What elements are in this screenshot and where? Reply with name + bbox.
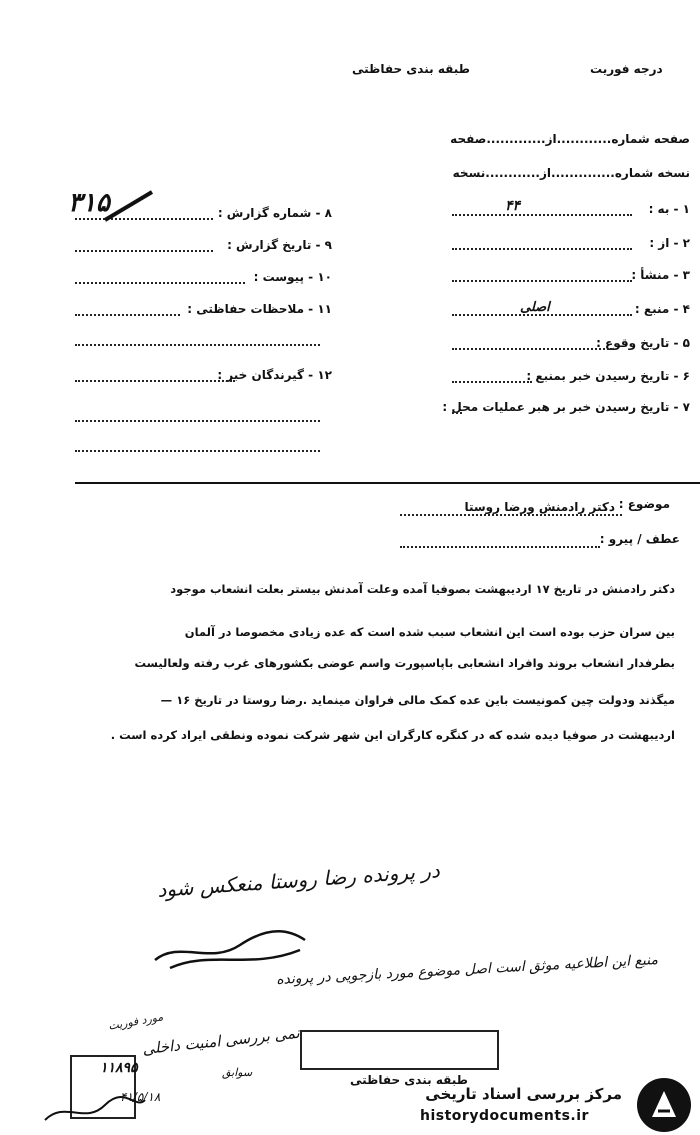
field-origin-label: ۳ - منشأ :: [631, 268, 690, 282]
archive-logo-icon: [634, 1075, 694, 1135]
watermark-url: historydocuments.ir: [420, 1108, 589, 1124]
recipients-line: [75, 380, 235, 382]
field-to-label: ۱ - به :: [648, 202, 690, 216]
report-date-line: [75, 250, 213, 252]
field-date-received-source-label: ۶ - تاریخ رسیدن خبر بمنبع :: [526, 369, 690, 383]
file-stamp-box: [300, 1030, 499, 1070]
body-line-4: میگذند ودولت چین کمونیست باین عده کمک مالی فراوان مینماید .رضا روستا در تاریخ ۱۶ —: [160, 693, 675, 707]
subject-label: موضوع :: [618, 497, 670, 511]
field-to-line: [452, 214, 632, 216]
report-date-label: ۹ - تاریخ گزارش :: [227, 238, 332, 252]
registration-stamp-date: ۴۱/۵/۱۸: [120, 1090, 161, 1104]
handwritten-note-1: در پرونده رضا روستا منعکس شود: [156, 858, 441, 902]
field-origin-line: [452, 280, 632, 282]
security-notes-line: [75, 314, 180, 316]
footer-security-label: طبقه بندی حفاظتی: [350, 1073, 468, 1087]
report-number-value: ۳۱۵: [68, 188, 110, 218]
body-line-5: اردیبهشت در صوفیا دیده شده که در کنگره کارگران این شهر شرکت نموده ونطقی ایراد کرده است .: [110, 728, 675, 742]
field-to-value: ۴۴: [505, 198, 521, 214]
body-line-3: بطرفدار انشعاب بروند وافراد انشعابی باپاسپورت واسم عوضی بکشورهای غرب رفته ولعالیست: [134, 656, 675, 670]
handwritten-note-3: نمی بررسی امنیت داخلی: [141, 1023, 301, 1059]
attachment-line: [75, 282, 245, 284]
reference-label: عطف / پیرو :: [599, 532, 680, 546]
field-from-line: [452, 248, 632, 250]
signature-scribble-2: [40, 1090, 150, 1130]
field-date-received-chief-line: [452, 412, 462, 414]
field-date-received-source-line: [452, 381, 532, 383]
security-classification-label: طبقه بندی حفاظتی: [352, 62, 470, 76]
field-source-value: اصلی: [520, 300, 550, 315]
field-date-occurrence-label: ۵ - تاریخ وقوع :: [596, 336, 690, 350]
report-number-slash-mark: [100, 188, 160, 228]
reference-line: [400, 546, 600, 548]
attachment-label: ۱۰ - پیوست :: [253, 270, 332, 284]
body-line-2: بین سران حزب بوده است این انشعاب سبب شده است که عده زیادی مخصوصا در آلمان: [184, 625, 675, 639]
recipients-line-2: [75, 420, 320, 422]
body-line-1: دکتر رادمنش در تاریخ ۱۷ اردیبهشت بصوفیا آمده وعلت آمدنش بیستر بعلت انشعاب موجود: [170, 582, 675, 596]
recipients-label: ۱۲ - گیرندگان خبر :: [217, 368, 332, 382]
handwritten-note-2: منبع این اطلاعیه موثق است اصل موضوع مورد بازجویی در پرونده: [275, 952, 659, 988]
field-date-occurrence-line: [452, 348, 612, 350]
field-from-label: ۲ - از :: [649, 236, 690, 250]
section-divider: [75, 482, 700, 484]
priority-label: درجه فوریت: [590, 62, 663, 76]
field-source-label: ۴ - منبع :: [634, 302, 690, 316]
subject-value: دکتر رادمنش ورضا روستا: [464, 500, 615, 514]
subject-line: [400, 514, 622, 516]
security-notes-line-2: [75, 344, 320, 346]
page-number-line: صفحه شماره............از.............صفحه: [450, 132, 690, 146]
security-notes-label: ۱۱ - ملاحظات حفاظتی :: [187, 302, 332, 316]
field-date-received-chief-label: ۷ - تاریخ رسیدن خبر بر هبر عملیات محل :: [442, 400, 690, 414]
watermark-org-name: مرکز بررسی اسناد تاریخی: [425, 1085, 622, 1103]
registration-stamp-number: ۱۱۸۹۵: [100, 1060, 138, 1076]
report-number-label: ۸ - شماره گزارش :: [217, 206, 332, 220]
handwritten-note-4: مورد فوریت: [107, 1010, 165, 1033]
copy-number-line: نسخه شماره..............از............نسخه: [452, 166, 690, 180]
handwritten-note-5: سوابق: [222, 1066, 253, 1079]
recipients-line-3: [75, 450, 320, 452]
